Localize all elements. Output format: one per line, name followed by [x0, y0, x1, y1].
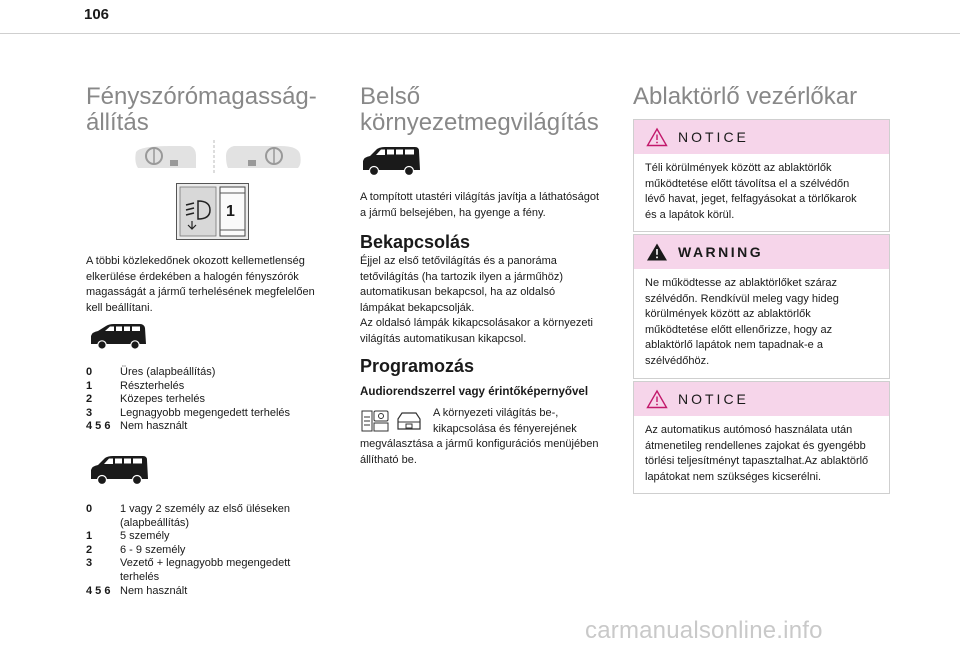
list-value: Közepes terhelés: [120, 393, 205, 406]
text-line: világítás automatikusan kikapcsol.: [360, 332, 527, 345]
text-line: ablaktörlő lapátok nem tapadnak-e a: [645, 339, 823, 352]
warning-text: [634, 269, 889, 378]
text-line: a jármű belsejében, ha gyenge a fény.: [360, 206, 546, 219]
steering-wheel-illustration: [130, 138, 306, 176]
list-item: [86, 585, 346, 599]
text-line: Az automatikus autómosó használata után: [645, 424, 853, 436]
text-line: működtetése előtt távolítsa el a szélvédőn: [645, 177, 850, 190]
title-line: környezetmegvilágítás: [360, 109, 599, 136]
audio-touchscreen-icons: [360, 409, 424, 435]
watermark: carmanualsonline.info: [585, 617, 823, 644]
list-key: 1: [86, 530, 93, 543]
list-value: (alapbeállítás): [120, 516, 190, 529]
headlight-dial-drawing: [176, 183, 249, 240]
list-value: terhelés: [120, 570, 160, 583]
text-line: megválasztása a jármű konfigurációs menüjében: [360, 438, 599, 450]
caution-triangle-icon: [646, 127, 668, 147]
list-key: 0: [86, 366, 93, 378]
list-key: [86, 571, 120, 585]
notice-label: NOTICE: [678, 129, 749, 145]
text-line: magasságát a jármű terhelésének megfelelően: [86, 286, 315, 298]
headlight-dial-illustration: [176, 183, 249, 240]
touchscreen-icon: [398, 413, 420, 429]
list-value: 6 - 9 személy: [120, 543, 186, 556]
text-line: elkerülése érdekében a halogén fényszórók: [86, 270, 299, 283]
notice-header: [634, 120, 889, 154]
text-line: körülmények között az ablaktörlők: [645, 308, 811, 321]
text-line: kell beállítani.: [86, 301, 153, 314]
notice-label: NOTICE: [678, 391, 749, 407]
heading-programozas: Programozás: [360, 356, 475, 376]
text-line: automatikusan bekapcsol, ha az oldalsó: [360, 286, 556, 298]
notice-text: [634, 154, 889, 231]
notice-header: [634, 382, 889, 416]
van-icon: [360, 146, 422, 178]
heading-bekapcsolas: Bekapcsolás: [360, 232, 471, 252]
caution-triangle-icon: [646, 389, 668, 409]
wiper-control-title: Ablaktörlő vezérlőkar: [633, 83, 858, 110]
list-key: 1: [86, 379, 93, 392]
list-key: 2: [86, 393, 93, 406]
list-key: 4 5 6: [86, 584, 111, 597]
list-value: Legnagyobb megengedett terhelés: [120, 406, 291, 419]
text-line: A többi közlekedőnek okozott kellemetlenség: [86, 255, 305, 267]
list-item: [86, 503, 346, 517]
title-line: Fényszórómagasság-: [86, 83, 317, 110]
list-item: [86, 544, 346, 558]
title-line: Belső: [360, 83, 421, 110]
list-item: [86, 380, 346, 394]
page-number: 106: [84, 6, 110, 23]
list-value: Részterhelés: [120, 379, 185, 392]
text-line: és a lapátok körül.: [645, 208, 735, 221]
text-line: Ne működtesse az ablaktörlőket száraz: [645, 277, 837, 289]
list-item: [86, 407, 346, 421]
list-item: [86, 366, 346, 380]
list-value: Nem használt: [120, 420, 188, 433]
list-value: Nem használt: [120, 584, 188, 597]
programozas-side-text: [433, 406, 623, 437]
text-line: működtetése előtt ellenőrizze, hogy az: [645, 323, 833, 336]
headlight-intro-text: [86, 254, 346, 316]
car-icon: [88, 322, 148, 352]
ambient-lighting-title: [360, 84, 599, 136]
notice-box-winter: [633, 119, 890, 232]
title-line: állítás: [86, 109, 149, 136]
warning-label: WARNING: [678, 244, 764, 260]
text-line: lévő havat, jeget, felfagyásokat a törlőkarok: [645, 193, 857, 206]
list-key: 0: [86, 503, 93, 515]
subheading-audio-touchscreen: Audiorendszerrel vagy érintőképernyővel: [360, 385, 589, 398]
radio-icon: [362, 411, 388, 431]
header-rule: [0, 33, 960, 34]
headlight-adjust-title: [86, 84, 317, 136]
text-line: lámpákat bekapcsolják.: [360, 301, 475, 314]
notice-box-car-wash: [633, 381, 890, 494]
list-key: 3: [86, 557, 93, 570]
text-line: Éjjel az első tetővilágítás és a panoráma: [360, 255, 557, 267]
list-item: [86, 571, 346, 585]
warning-triangle-icon: [646, 242, 668, 262]
list-value: 1 vagy 2 személy az első üléseken: [120, 503, 290, 515]
dial-number: 1: [226, 203, 235, 220]
text-line: Téli körülmények között az ablaktörlők: [645, 162, 832, 174]
text-line: átmenetileg rendellenes zajokat és gyengébb: [645, 439, 866, 452]
list-key: 2: [86, 543, 93, 556]
text-line: A környezeti világítás be-,: [433, 407, 559, 419]
list-key: [86, 517, 120, 531]
list-key: 4 5 6: [86, 420, 111, 433]
list-value: Üres (alapbeállítás): [120, 366, 216, 378]
load-levels-list-1: [86, 366, 346, 434]
notice-text: [634, 416, 889, 493]
text-line: állítható be.: [360, 453, 417, 466]
list-item: [86, 393, 346, 407]
list-value: 5 személy: [120, 530, 170, 543]
van-icon: [88, 455, 150, 487]
text-line: kikapcsolása és fényerejének: [433, 422, 577, 435]
programozas-text: [360, 437, 622, 468]
list-value: Vezető + legnagyobb megengedett: [120, 557, 291, 570]
bekapcsolas-text: [360, 254, 622, 347]
text-line: lapátokat nem szükséges kicserélni.: [645, 470, 822, 483]
text-line: A tompított utastéri világítás javítja a láthatóságot: [360, 191, 600, 203]
list-key: 3: [86, 406, 93, 419]
text-line: Az oldalsó lámpák kikapcsolásakor a környezeti: [360, 317, 593, 329]
list-item: [86, 420, 346, 434]
text-line: szélvédőhöz.: [645, 354, 710, 367]
warning-header: [634, 235, 889, 269]
list-item: [86, 557, 346, 571]
text-line: törlési teljesítményt tapasztalhat.Az ablaktörlő: [645, 455, 869, 468]
text-line: tetővilágítás (ha tartozik ilyen a járműhöz): [360, 270, 563, 283]
list-item: [86, 517, 346, 531]
load-levels-list-2: [86, 503, 346, 598]
list-item: [86, 530, 346, 544]
text-line: szélvédőn. Rendkívül meleg vagy hideg: [645, 292, 839, 305]
warning-box-dry-windscreen: [633, 234, 890, 379]
ambient-intro-text: [360, 190, 622, 221]
